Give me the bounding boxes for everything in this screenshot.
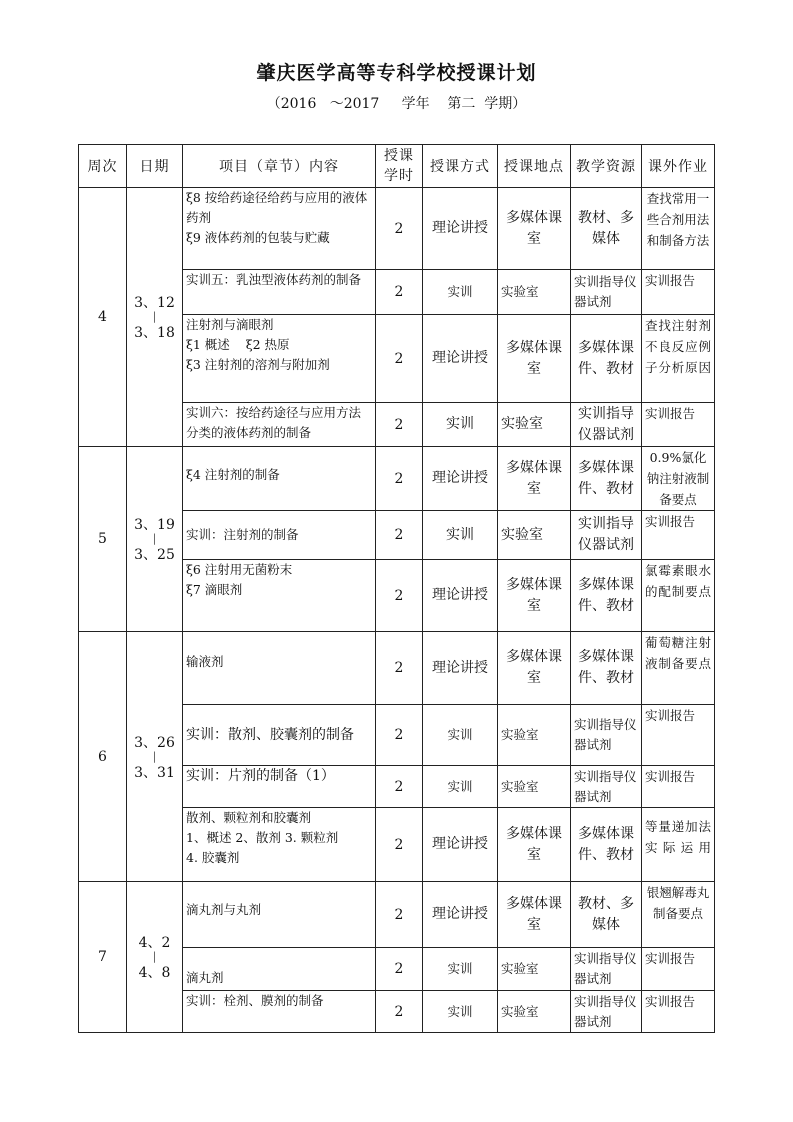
week-cell: 4: [79, 188, 127, 447]
method-cell: 实训: [423, 991, 498, 1033]
date-separator: |: [152, 950, 157, 963]
semester-subtitle: （2016 ～2017 学年 第二 学期）: [266, 96, 527, 112]
resource-cell: 实训指导仪器试剂: [571, 705, 642, 766]
hours-cell: 2: [376, 188, 423, 270]
content-cell: [183, 188, 376, 270]
homework-cell: 实训报告: [642, 705, 715, 766]
content-line: 实训六：按给药途径与应用方法分类的液体药剂的制备: [186, 405, 362, 440]
content-cell: [183, 315, 376, 403]
content-line: 滴丸剂与丸剂: [186, 902, 262, 917]
homework-cell: 葡萄糖注射液制备要点: [642, 632, 715, 705]
resource-cell: 实训指导仪器试剂: [571, 403, 642, 447]
content-line: 实训：注射剂的制备: [186, 527, 299, 542]
method-cell: 实训: [423, 705, 498, 766]
date-cell: [127, 632, 183, 882]
week-cell: 5: [79, 447, 127, 632]
place-cell: 多媒体课室: [498, 188, 571, 270]
header-method: 授课方式: [423, 145, 498, 188]
content-line: 实训五：乳浊型液体药剂的制备: [186, 272, 362, 287]
hours-cell: 2: [376, 403, 423, 447]
date-cell: [127, 447, 183, 632]
date-to: 4、8: [138, 965, 171, 981]
homework-cell: 实训报告: [642, 991, 715, 1033]
place-cell: 多媒体课室: [498, 560, 571, 632]
header-hours-line1: 授课: [384, 148, 414, 164]
date-from: 3、12: [134, 295, 175, 311]
resource-cell: 多媒体课件、教材: [571, 315, 642, 403]
homework-cell: 查找注射剂不良反应例子分析原因: [642, 315, 715, 403]
date-separator: |: [152, 310, 157, 323]
method-cell: 理论讲授: [423, 808, 498, 882]
homework-cell: 实训报告: [642, 270, 715, 315]
header-resource: 教学资源: [571, 145, 642, 188]
place-cell: 多媒体课室: [498, 882, 571, 948]
place-cell: 多媒体课室: [498, 632, 571, 705]
content-cell: [183, 511, 376, 560]
method-cell: 实训: [423, 270, 498, 315]
content-line: 实训：栓剂、膜剂的制备: [186, 993, 324, 1008]
method-cell: 理论讲授: [423, 632, 498, 705]
week-cell: 7: [79, 882, 127, 1033]
method-cell: 实训: [423, 766, 498, 808]
method-cell: 理论讲授: [423, 188, 498, 270]
homework-cell: 查找常用一些合剂用法和制备方法: [642, 188, 715, 270]
hours-cell: 2: [376, 882, 423, 948]
content-cell: [183, 882, 376, 948]
resource-cell: 实训指导仪器试剂: [571, 991, 642, 1033]
place-cell: 实验室: [498, 270, 571, 315]
table-row: [79, 188, 715, 270]
place-cell: 多媒体课室: [498, 315, 571, 403]
homework-cell: 等量递加法实际运用: [642, 808, 715, 882]
content-line: 散剂、颗粒剂和胶囊剂: [186, 810, 312, 825]
content-line: 4. 胶囊剂: [186, 850, 240, 865]
content-cell: [183, 808, 376, 882]
content-line: 实训：片剂的制备（1）: [186, 768, 335, 784]
table-row: [79, 447, 715, 511]
resource-cell: 实训指导仪器试剂: [571, 270, 642, 315]
homework-cell: 银翘解毒丸制备要点: [642, 882, 715, 948]
content-line: 输液剂: [186, 654, 224, 669]
hours-cell: 2: [376, 948, 423, 991]
date-cell: [127, 188, 183, 447]
header-date: 日期: [127, 145, 183, 188]
place-cell: 实验室: [498, 948, 571, 991]
place-cell: 多媒体课室: [498, 808, 571, 882]
content-line: 1、概述 2、散剂 3. 颗粒剂: [186, 830, 339, 845]
teaching-plan-table: [78, 144, 715, 1033]
place-cell: 实验室: [498, 705, 571, 766]
hours-cell: 2: [376, 632, 423, 705]
method-cell: 理论讲授: [423, 447, 498, 511]
content-cell: [183, 447, 376, 511]
document-title: 肇庆医学高等专科学校授课计划: [256, 62, 537, 84]
content-cell: [183, 560, 376, 632]
hours-cell: 2: [376, 705, 423, 766]
content-line: ξ1 概述 ξ2 热原: [186, 337, 290, 352]
content-cell: [183, 632, 376, 705]
hours-cell: 2: [376, 808, 423, 882]
content-line: 滴丸剂: [186, 970, 224, 985]
method-cell: 实训: [423, 948, 498, 991]
content-cell: [183, 766, 376, 808]
homework-cell: 氯霉素眼水的配制要点: [642, 560, 715, 632]
header-homework: 课外作业: [642, 145, 715, 188]
resource-cell: 多媒体课件、教材: [571, 808, 642, 882]
hours-cell: 2: [376, 315, 423, 403]
method-cell: 理论讲授: [423, 315, 498, 403]
resource-cell: 教材、多媒体: [571, 188, 642, 270]
place-cell: 实验室: [498, 511, 571, 560]
date-separator: |: [152, 749, 157, 763]
date-from: 4、2: [138, 935, 171, 951]
resource-cell: 多媒体课件、教材: [571, 632, 642, 705]
date-cell: [127, 882, 183, 1033]
homework-cell: 实训报告: [642, 948, 715, 991]
place-cell: 实验室: [498, 403, 571, 447]
content-line: ξ3 注射剂的溶剂与附加剂: [186, 357, 330, 372]
date-to: 3、31: [134, 764, 175, 781]
place-cell: 实验室: [498, 766, 571, 808]
resource-cell: 多媒体课件、教材: [571, 447, 642, 511]
hours-cell: 2: [376, 560, 423, 632]
hours-cell: 2: [376, 270, 423, 315]
content-cell: [183, 270, 376, 315]
content-cell: [183, 403, 376, 447]
content-cell: [183, 948, 376, 991]
content-line: ξ7 滴眼剂: [186, 582, 243, 597]
method-cell: 实训: [423, 511, 498, 560]
header-row: [79, 145, 715, 188]
header-hours-line2: 学时: [384, 168, 414, 184]
resource-cell: 教材、多媒体: [571, 882, 642, 948]
content-line: 注射剂与滴眼剂: [186, 317, 274, 332]
hours-cell: 2: [376, 766, 423, 808]
homework-cell: 实训报告: [642, 766, 715, 808]
header-place: 授课地点: [498, 145, 571, 188]
header-hours: [376, 145, 423, 188]
method-cell: 理论讲授: [423, 560, 498, 632]
hours-cell: 2: [376, 511, 423, 560]
date-separator: |: [152, 532, 157, 545]
method-cell: 理论讲授: [423, 882, 498, 948]
content-line: ξ9 液体药剂的包装与贮藏: [186, 230, 330, 245]
homework-cell: 实训报告: [642, 403, 715, 447]
hours-cell: 2: [376, 991, 423, 1033]
homework-cell: 0.9%氯化钠注射液制备要点: [642, 447, 715, 511]
header-week: 周次: [79, 145, 127, 188]
week-cell: 6: [79, 632, 127, 882]
date-from: 3、26: [134, 734, 175, 751]
method-cell: 实训: [423, 403, 498, 447]
date-to: 3、25: [134, 547, 175, 563]
homework-cell: 实训报告: [642, 511, 715, 560]
content-cell: [183, 705, 376, 766]
resource-cell: 实训指导仪器试剂: [571, 511, 642, 560]
date-to: 3、18: [134, 325, 175, 341]
header-content: 项目（章节）内容: [183, 145, 376, 188]
place-cell: 多媒体课室: [498, 447, 571, 511]
content-line: ξ6 注射用无菌粉末: [186, 562, 293, 577]
content-cell: [183, 991, 376, 1033]
resource-cell: 多媒体课件、教材: [571, 560, 642, 632]
place-cell: 实验室: [498, 991, 571, 1033]
content-line: 实训：散剂、胶囊剂的制备: [186, 727, 354, 743]
content-line: ξ8 按给药途径给药与应用的液体药剂: [186, 190, 368, 225]
date-from: 3、19: [134, 517, 175, 533]
resource-cell: 实训指导仪器试剂: [571, 948, 642, 991]
hours-cell: 2: [376, 447, 423, 511]
table-row: [79, 632, 715, 705]
table-row: [79, 882, 715, 948]
content-line: ξ4 注射剂的制备: [186, 467, 280, 482]
resource-cell: 实训指导仪器试剂: [571, 766, 642, 808]
